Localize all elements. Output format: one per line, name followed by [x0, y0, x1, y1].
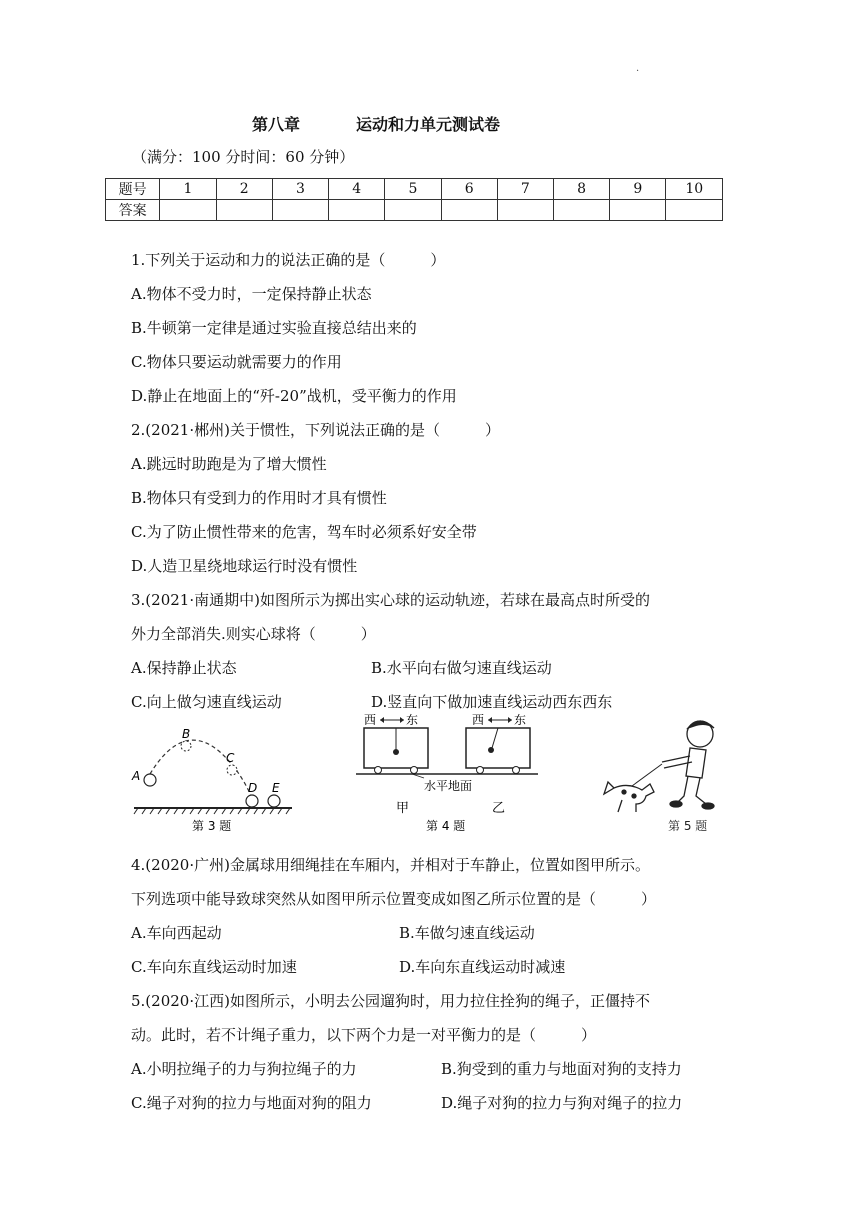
- q2-stem: 2.(2021·郴州)关于惯性，下列说法正确的是（ ）: [131, 421, 500, 439]
- fig3-caption: 第 3 题: [192, 819, 232, 833]
- cart-yi: [466, 728, 530, 768]
- q5-stem-line1: 5.(2020·江西)如图所示，小明去公园遛狗时，用力拉住拴狗的绳子，正僵持不: [131, 992, 650, 1010]
- q4-stem-line2: 下列选项中能导致球突然从如图甲所示位置变成如图乙所示位置的是（ ）: [131, 890, 657, 908]
- yi-label: 乙: [492, 801, 506, 816]
- q1-stem: 1.下列关于运动和力的说法正确的是（ ）: [131, 251, 446, 269]
- q1-option-d: D.静止在地面上的“歼-20”战机，受平衡力的作用: [131, 387, 457, 405]
- q3-option-b: B.水平向右做匀速直线运动: [371, 659, 552, 677]
- answer-cell[interactable]: [441, 200, 497, 221]
- dog: [604, 782, 654, 812]
- figure-3: [131, 727, 292, 833]
- q4-options-row1: [131, 916, 771, 950]
- q3-stem-line1: 3.(2021·南通期中)如图所示为掷出实心球的运动轨迹，若球在最高点时所受的: [131, 591, 650, 609]
- answer-cell[interactable]: [610, 200, 666, 221]
- q5-options-row2: [131, 1086, 771, 1120]
- q4-stem-line1: 4.(2020·广州)金属球用细绳挂在车厢内，并相对于车静止，位置如图甲所示。: [131, 856, 650, 874]
- table-cell: 4: [329, 179, 385, 200]
- table-cell: 10: [666, 179, 723, 200]
- table-cell: 7: [497, 179, 553, 200]
- label-b: B: [182, 727, 191, 741]
- east-label-2: 东: [514, 713, 527, 727]
- table-cell: 5: [385, 179, 441, 200]
- answer-table-answer-row: [106, 200, 723, 221]
- label-a: A: [132, 769, 141, 783]
- fig4-caption: 第 4 题: [426, 819, 466, 833]
- ball-c: [227, 765, 237, 775]
- q5-options-row1: [131, 1052, 771, 1086]
- ball-b: [181, 741, 191, 751]
- table-cell: 1: [160, 179, 216, 200]
- figure-5: [604, 721, 714, 833]
- exam-title: 运动和力单元测试卷: [356, 115, 501, 134]
- q3-stem-line2: 外力全部消失.则实心球将（ ）: [131, 625, 376, 643]
- q5-option-d: D.绳子对狗的拉力与狗对绳子的拉力: [441, 1094, 683, 1112]
- fig5-caption: 第 5 题: [668, 819, 708, 833]
- table-cell: 答案: [106, 200, 160, 221]
- q4-option-c: C.车向东直线运动时加速: [131, 958, 297, 976]
- figures-row: [128, 712, 728, 840]
- exam-subtitle: （满分：100 分时间：60 分钟）: [132, 148, 355, 166]
- table-cell: 2: [216, 179, 272, 200]
- answer-cell[interactable]: [666, 200, 723, 221]
- q3-option-c: C.向上做匀速直线运动: [131, 693, 282, 711]
- label-e: E: [272, 781, 280, 795]
- q4-option-d: D.车向东直线运动时减速: [399, 958, 566, 976]
- q2-option-d: D.人造卫星绕地球运行时没有惯性: [131, 557, 358, 575]
- q1-option-a: A.物体不受力时，一定保持静止状态: [131, 285, 372, 303]
- table-cell: 6: [441, 179, 497, 200]
- answer-cell[interactable]: [329, 200, 385, 221]
- q5-option-b: B.狗受到的重力与地面对狗的支持力: [441, 1060, 682, 1078]
- answer-cell[interactable]: [554, 200, 610, 221]
- ground-label: 水平地面: [424, 779, 473, 793]
- answer-cell[interactable]: [216, 200, 272, 221]
- q2-option-a: A.跳远时助跑是为了增大惯性: [131, 455, 327, 473]
- ball-d: [246, 795, 258, 807]
- q5-option-c: C.绳子对狗的拉力与地面对狗的阻力: [131, 1094, 372, 1112]
- q5-stem-line2: 动。此时，若不计绳子重力，以下两个力是一对平衡力的是（ ）: [131, 1026, 597, 1044]
- q4-option-a: A.车向西起动: [131, 924, 222, 942]
- table-cell: 3: [272, 179, 328, 200]
- q2-option-c: C.为了防止惯性带来的危害，驾车时必须系好安全带: [131, 523, 477, 541]
- table-cell: 题号: [106, 179, 160, 200]
- answer-cell[interactable]: [160, 200, 216, 221]
- questions-4-5: [131, 848, 771, 1120]
- page-dot: ·: [636, 66, 640, 77]
- q3-options-row1: [131, 651, 771, 685]
- jia-label: 甲: [396, 801, 410, 816]
- figure-4: [356, 713, 538, 833]
- east-label-1: 东: [406, 713, 419, 727]
- label-c: C: [226, 751, 235, 765]
- q5-option-a: A.小明拉绳子的力与狗拉绳子的力: [131, 1060, 357, 1078]
- answer-cell[interactable]: [385, 200, 441, 221]
- ball-e: [268, 795, 280, 807]
- table-cell: 8: [554, 179, 610, 200]
- q3-option-d: D.竖直向下做加速直线运动西东西东: [371, 693, 613, 711]
- q4-options-row2: [131, 950, 771, 984]
- questions-1-3: [131, 243, 771, 719]
- q3-option-a: A.保持静止状态: [131, 659, 237, 677]
- answer-cell[interactable]: [497, 200, 553, 221]
- table-cell: 9: [610, 179, 666, 200]
- answer-cell[interactable]: [272, 200, 328, 221]
- label-d: D: [248, 781, 258, 795]
- answer-table-header-row: [106, 179, 723, 200]
- q1-option-c: C.物体只要运动就需要力的作用: [131, 353, 342, 371]
- ball-a: [144, 774, 156, 786]
- west-label-2: 西: [472, 713, 485, 727]
- chapter-label: 第八章: [252, 115, 301, 134]
- west-label-1: 西: [364, 713, 377, 727]
- q1-option-b: B.牛顿第一定律是通过实验直接总结出来的: [131, 319, 417, 337]
- q2-option-b: B.物体只有受到力的作用时才具有惯性: [131, 489, 387, 507]
- answer-table: [105, 178, 723, 221]
- q4-option-b: B.车做匀速直线运动: [399, 924, 535, 942]
